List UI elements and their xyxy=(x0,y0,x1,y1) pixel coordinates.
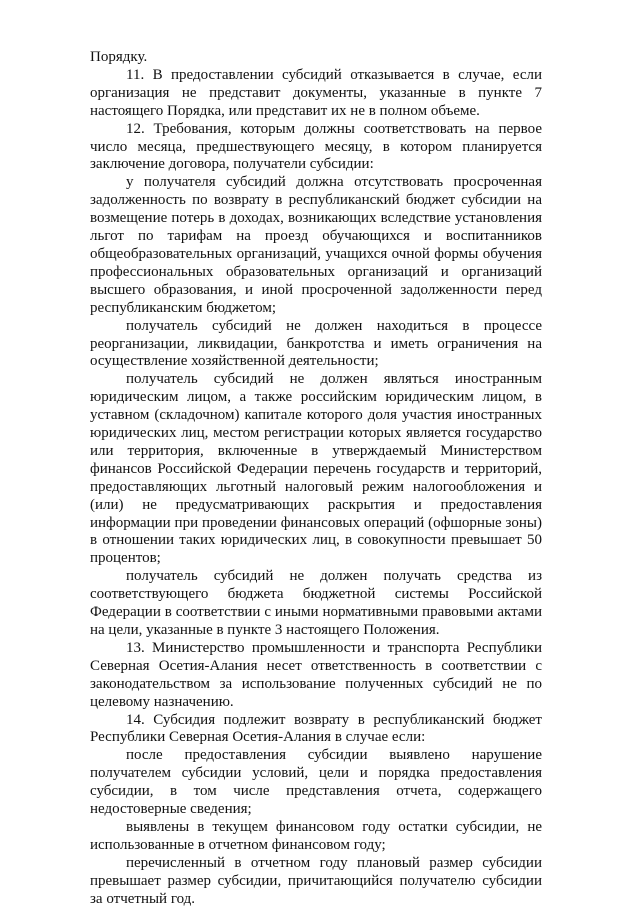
paragraph-clause-13: 13. Министерство промышленности и транспорта Республики Северная Осетия-Алания несет ответственность в соответствии с законодательством за использование полученных субсидий не по целевому назначению. xyxy=(90,639,542,710)
paragraph-clause-12: 12. Требования, которым должны соответствовать на первое число месяца, предшествующего месяцу, в котором планируется заключение договора, получатели субсидии: xyxy=(90,120,542,173)
document-body xyxy=(90,49,542,909)
paragraph-requirement-foreign-entity: получатель субсидий не должен являться иностранным юридическим лицом, а также российским юридическим лицом, в уставном (складочном) капитале которого доля участия иностранных юридических лиц, местом регистрации которых является государство или территория, включенные в утверждаемый Министерством финансов Российской Федерации перечень государств и территорий, предоставляющих льготный налоговый режим налогообложения и (или) не предусматривающих раскрытия и предоставления информации при проведении финансовых операций (офшорные зоны) в отношении таких юридических лиц, в совокупности превышает 50 процентов; xyxy=(90,371,542,567)
paragraph-return-excess: перечисленный в отчетном году плановый размер субсидии превышает размер субсидии, причитающийся получателю субсидии за отчетный год. xyxy=(90,854,542,907)
paragraph-requirement-reorganization: получатель субсидий не должен находиться в процессе реорганизации, ликвидации, банкротства и иметь ограничения на осуществление хозяйственной деятельности; xyxy=(90,317,542,370)
paragraph-continuation: Порядку. xyxy=(90,49,148,65)
paragraph-requirement-other-funds: получатель субсидий не должен получать средства из соответствующего бюджета бюджетной системы Российской Федерации в соответствии с иными нормативными правовыми актами на цели, указанные в пункте 3 настоящего Положения. xyxy=(90,568,542,638)
paragraph-return-violation: после предоставления субсидии выявлено нарушение получателем субсидии условий, цели и порядка предоставления субсидии, в том числе представления отчета, содержащего недостоверные сведения; xyxy=(90,747,542,818)
paragraph-return-balance: выявлены в текущем финансовом году остатки субсидии, не использованные в отчетном финансовом году; xyxy=(90,818,542,853)
paragraph-clause-11: 11. В предоставлении субсидий отказывается в случае, если организация не представит документы, указанные в пункте 7 настоящего Порядка, или представит их не в полном объеме. xyxy=(90,66,542,119)
paragraph-clause-14: 14. Субсидия подлежит возврату в республиканский бюджет Республики Северная Осетия-Алания в случае если: xyxy=(90,711,542,746)
paragraph-requirement-debt: у получателя субсидий должна отсутствовать просроченная задолженность по возврату в республиканский бюджет субсидии на возмещение потерь в доходах, возникающих вследствие установления льгот по тарифам на проезд обучающихся и воспитанников общеобразовательных организаций, учащихся очной формы обучения профессиональных образовательных организаций и организаций высшего образования, и иной просроченной задолженности перед республиканским бюджетом; xyxy=(90,174,542,316)
